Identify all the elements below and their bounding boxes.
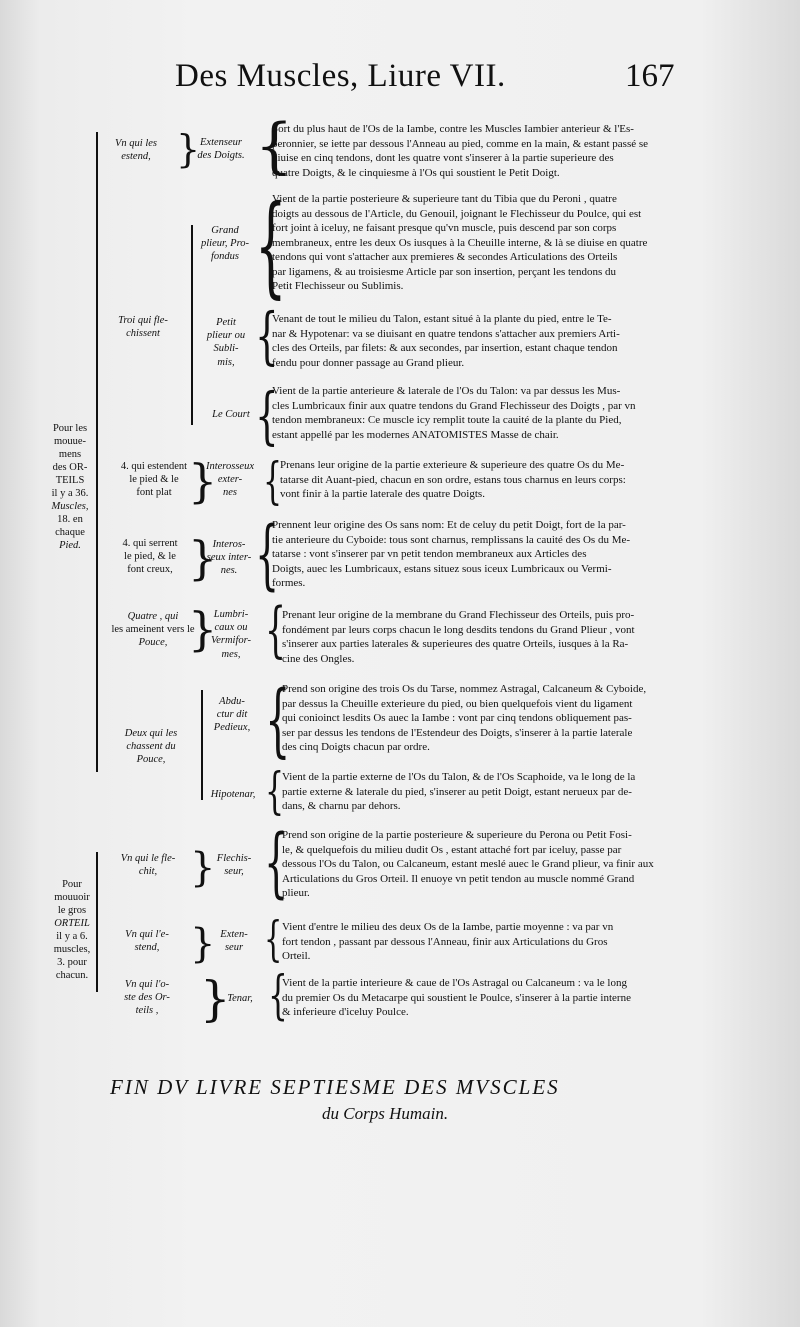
muscle-label-petit-plieur: Petit plieur ou Subli- mis, — [206, 317, 246, 368]
brace-1: } — [176, 127, 201, 171]
muscle-label-tenar: Tenar, — [227, 993, 253, 1004]
brace-9: { — [255, 509, 280, 598]
lower-vertical-line — [96, 852, 98, 992]
brace-6: } — [188, 454, 218, 508]
group-label-oste: Vn qui l'o- ste des Or- teils , — [124, 979, 170, 1017]
group-label-ameinent: Quatre , qui les ameinent vers le Pouce, — [111, 611, 195, 649]
description-grand-plieur: Vient de la partie posterieure & superieure tant du Tibia que du Peroni , quatre doigts au dessous de l'Article, du Genouil, joignant le Flechisseur du Poulce, qui est fort joint à iceluy, ne faisant presque qu'vn muscle, puis descend par son corps membraneux, entre les deux Os iusques à la Cheuille interne, & là se diuise en quatre tendons qui vont s'attacher aux premieres & secondes Articulations des Orteils par ligamens, & au troisiesme Article par son insertion, perçant les tendons du Petit Flechisseur ou Sublimis. — [272, 193, 648, 292]
muscle-label-interosseux-internes: Interos- seux inter- nes. — [206, 539, 252, 577]
closing-title: FIN DV LIVRE SEPTIESME DES MVSCLES — [110, 1075, 560, 1099]
description-le-court: Vient de la partie anterieure & laterale de l'Os du Talon: va par dessus les Mus- cles Lumbricaux finir aux quatre tendons du Grand Flechisseur des Doigts , par vn tendon membraneux: Ce muscle icy remplit toute la cauité de la plante du Pied, estant appellé par les modernes ANATOMISTES Masse de chair. — [272, 385, 636, 441]
main-vertical-line — [96, 132, 98, 772]
brace-5: { — [255, 379, 279, 452]
side-note-pied: Pour les mouue- mens des OR- TEILS il y a 36. Muscles, 18. en chaque Pied. — [51, 423, 89, 551]
group-label-chassent: Deux qui les chassent du Pouce, — [124, 728, 178, 766]
brace-7: { — [263, 452, 283, 510]
brace-2: { — [255, 111, 294, 181]
brace-13: { — [265, 762, 285, 820]
brace-11: { — [265, 595, 287, 665]
description-tenar: Vient de la partie interieure & caue de l'Os Astragal ou Calcaneum : va le long du premier Os du Metacarpe qui soustient le Poulce, s'inserer à la partie interne & inferieure d'iceluy Poulce. — [282, 977, 631, 1018]
description-hipotenar: Vient de la partie externe de l'Os du Talon, & de l'Os Scaphoide, va le long de la partie externe & laterale du pied, s'inserer au petit Doigt, estant nerueux par de- dans, & charnu par dehors. — [282, 771, 636, 812]
description-extenseur: Sort du plus haut de l'Os de la Iambe, contre les Muscles Iambier anterieur & l'Es- peronnier, se iette par dessous l'Anneau au pied, comme en la main, & estant passé se diuise en cinq tendons, dont les quatre vont s'inserer à la partie superieure des quatre Doigts, & le cinquiesme à l'Os qui soustient le Petit Doigt. — [272, 123, 649, 179]
description-flechisseur: Prend son origine de la partie posterieure & superieure du Perona ou Petit Fosi- le, & quelquefois du milieu dudit Os , estant attaché fort par iceluy, passe par dessous l'Os du Talon, ou Calcaneum, estant meslé auec le Grand plieur, va finir aux Articulations du Gros Orteil. Il enuoye vn petit tendon au muscle nommé Grand plieur. — [282, 829, 654, 899]
description-abducteur: Prend son origine des trois Os du Tarse, nommez Astragal, Calcaneum & Cyboide, par dessus la Cheuille exterieure du pied, ou bien quelquefois vient du ligament qui conioinct lesdits Os auec la Iambe : vont par cinq tendons obliquement pas- ser par dessus les tendons de l'Estendeur des Doigts, s'inserer à la partie laterale des cinq Doigts chacun par ordre. — [282, 683, 647, 753]
brace-4: { — [255, 299, 279, 372]
muscle-label-lumbricaux: Lumbri- caux ou Vermifor- mes, — [210, 609, 252, 660]
description-interosseux-externes: Prenans leur origine de la partie exterieure & superieure des quatre Os du Me- tatarse dit Auant-pied, chacun en son ordre, estans tous charnus en leurs corps: vont finir à la partie laterale des quatre Doigts. — [280, 459, 626, 500]
brace-3: { — [255, 181, 287, 309]
description-petit-plieur: Venant de tout le milieu du Talon, estant situé à la plante du pied, entre le Te- nar & Hypotenar: va se diuisant en quatre tendons s'attacher aux premiers Arti- cles des Orteils, par filets: & aux secondes, par insertion, estant chaque tendon fendu pour donner passage au Grand plieur. — [272, 313, 620, 369]
muscle-label-flechisseur: Flechis- seur, — [216, 853, 252, 878]
muscle-label-le-court: Le Court — [212, 409, 250, 420]
muscle-label-extenseur: Extenseur des Doigts. — [197, 137, 245, 162]
description-extenseur-pouce: Vient d'entre le milieu des deux Os de la Iambe, partie moyenne : va par vn fort tendon , passant par dessous l'Anneau, finir aux Articulations du Gros Orteil. — [282, 921, 614, 962]
closing-subtitle: du Corps Humain. — [322, 1104, 449, 1123]
page-header: Des Muscles, Liure VII. — [175, 58, 506, 94]
brace-17: { — [264, 911, 283, 967]
side-note-pouce: Pour mouuoir le gros ORTEIL il y a 6. muscles, 3. pour chacun. — [53, 879, 91, 981]
brace-19: { — [268, 966, 288, 1026]
muscle-label-hipotenar: Hipotenar, — [210, 789, 256, 800]
group-label-flechit: Vn qui le fle- chit, — [120, 853, 176, 878]
brace-15: { — [264, 817, 289, 906]
description-lumbricaux: Prenant leur origine de la membrane du Grand Flechisseur des Orteils, puis pro- fondément par leurs corps chacun le long desdits tendons du Grand Plieur , vont s'inserer aux parties laterales & superieures des quatre Orteils, iusques à la Ra- cine des Ongles. — [282, 609, 635, 665]
group-label-estendent: 4. qui estendent le pied & le font plat — [120, 461, 188, 499]
group-label-estend: Vn qui l'e- stend, — [125, 929, 169, 954]
brace-10: } — [188, 602, 218, 656]
muscle-label-grand-plieur: Grand plieur, Pro- fondus — [200, 225, 250, 263]
brace-16: } — [190, 921, 216, 967]
description-interosseux-internes: Prennent leur origine des Os sans nom: Et de celuy du petit Doigt, fort de la par- tie anterieure du Cyboide: tous sont charnus, remplissans la cauité des Os du Me- tatarse : vont s'inserer par vn petit tendon membraneux aux Articles des Doigts, auec les Lumbricaux, estans situez sous iceux Lumbricaux ou Vermi- formes. — [272, 519, 631, 589]
page-number: 167 — [625, 58, 675, 94]
brace-14: } — [190, 845, 216, 891]
group-label-serrent: 4. qui serrent le pied, & le font creux, — [122, 538, 178, 576]
brace-12: { — [265, 673, 291, 766]
muscle-label-interosseux-externes: Interosseux exter- nes — [205, 461, 254, 499]
group-label-extend: Vn qui les estend, — [115, 138, 157, 163]
brace-8: } — [188, 531, 218, 585]
brace-18: } — [200, 971, 231, 1027]
muscle-label-extenseur-pouce: Exten- seur — [220, 929, 248, 954]
group-label-flechir: Troi qui fle- chissent — [118, 315, 168, 340]
muscle-label-abducteur: Abdu- ctur dit Pedieux, — [213, 696, 251, 734]
